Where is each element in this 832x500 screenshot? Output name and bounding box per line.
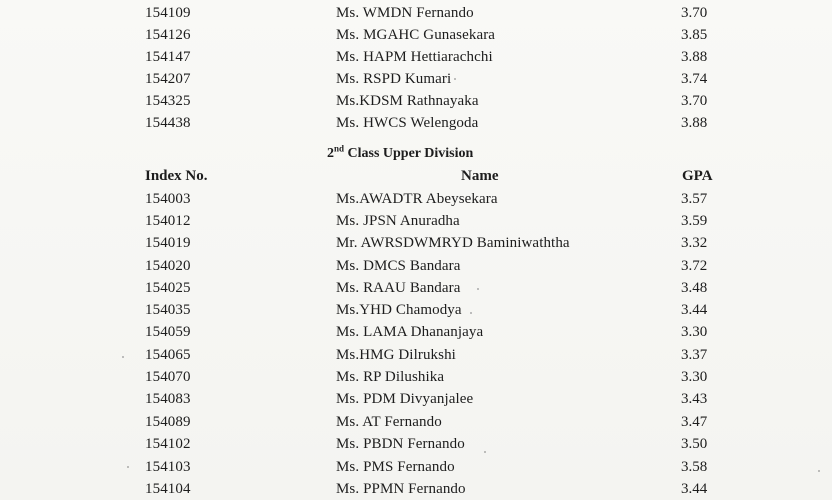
table-row <box>0 210 832 232</box>
student-name: Ms. PMS Fernando <box>336 459 455 475</box>
index-number: 154003 <box>145 191 191 207</box>
index-number: 154126 <box>145 27 191 43</box>
index-number: 154438 <box>145 115 191 131</box>
index-number: 154065 <box>145 347 191 363</box>
gpa-value: 3.74 <box>681 71 708 87</box>
student-name: Ms. RAAU Bandara <box>336 280 461 296</box>
student-name: Ms. JPSN Anuradha <box>336 213 460 229</box>
gpa-value: 3.43 <box>681 391 708 407</box>
gpa-value: 3.70 <box>681 5 708 21</box>
gpa-value: 3.47 <box>681 414 708 430</box>
index-number: 154102 <box>145 436 191 452</box>
gpa-value: 3.48 <box>681 280 708 296</box>
gpa-value: 3.44 <box>681 481 708 497</box>
gpa-value: 3.88 <box>681 49 708 65</box>
gpa-value: 3.59 <box>681 213 708 229</box>
gpa-value: 3.37 <box>681 347 708 363</box>
scan-speck <box>454 78 456 80</box>
table-row <box>0 299 832 321</box>
table-row <box>0 478 832 500</box>
student-name: Ms. MGAHC Gunasekara <box>336 27 496 43</box>
table-row <box>0 112 832 134</box>
student-name: Ms.AWADTR Abeysekara <box>336 191 498 207</box>
student-name: Ms. PDM Divyanjalee <box>336 391 474 407</box>
student-name: Ms. RSPD Kumari <box>336 71 452 87</box>
gpa-value: 3.70 <box>681 93 708 109</box>
index-number: 154035 <box>145 302 191 318</box>
section-title <box>327 143 474 162</box>
index-number: 154207 <box>145 71 191 87</box>
scan-speck <box>470 312 472 314</box>
student-name: Ms. WMDN Fernando <box>336 5 474 21</box>
table-row <box>0 277 832 299</box>
index-number: 154070 <box>145 369 191 385</box>
table-row <box>0 90 832 112</box>
column-header-name: Name <box>461 168 499 184</box>
gpa-value: 3.50 <box>681 436 708 452</box>
student-name: Ms. AT Fernando <box>336 414 442 430</box>
student-name: Ms. HAPM Hettiarachchi <box>336 49 493 65</box>
gpa-value: 3.32 <box>681 235 708 251</box>
gpa-value: 3.30 <box>681 324 708 340</box>
gpa-value: 3.58 <box>681 459 708 475</box>
scan-speck <box>484 451 486 453</box>
scan-speck <box>127 466 129 468</box>
gpa-value: 3.44 <box>681 302 708 318</box>
student-name: Ms.YHD Chamodya <box>336 302 462 318</box>
table-row <box>0 24 832 46</box>
gpa-value: 3.72 <box>681 258 708 274</box>
table-row <box>0 2 832 24</box>
column-header-index: Index No. <box>145 168 208 184</box>
index-number: 154109 <box>145 5 191 21</box>
table-row <box>0 456 832 478</box>
student-name: Ms. HWCS Welengoda <box>336 115 479 131</box>
section-title-ordinal: nd <box>334 143 345 154</box>
table-row <box>0 388 832 410</box>
table-row <box>0 68 832 90</box>
index-number: 154083 <box>145 391 191 407</box>
student-name: Mr. AWRSDWMRYD Baminiwaththa <box>336 235 570 251</box>
scan-speck <box>122 356 124 358</box>
index-number: 154019 <box>145 235 191 251</box>
section-title-text: Class Upper Division <box>344 146 474 161</box>
section-title-number: 2 <box>327 146 334 161</box>
index-number: 154025 <box>145 280 191 296</box>
index-number: 154103 <box>145 459 191 475</box>
index-number: 154104 <box>145 481 191 497</box>
gpa-value: 3.30 <box>681 369 708 385</box>
column-header-gpa: GPA <box>682 168 713 184</box>
student-name: Ms. LAMA Dhananjaya <box>336 324 484 340</box>
table-row <box>0 255 832 277</box>
student-name: Ms.KDSM Rathnayaka <box>336 93 479 109</box>
table-row <box>0 411 832 433</box>
scan-speck <box>818 470 820 472</box>
index-number: 154059 <box>145 324 191 340</box>
gpa-value: 3.85 <box>681 27 708 43</box>
student-name: Ms. PPMN Fernando <box>336 481 466 497</box>
student-name: Ms. RP Dilushika <box>336 369 445 385</box>
table-row <box>0 188 832 210</box>
table-row <box>0 366 832 388</box>
index-number: 154147 <box>145 49 191 65</box>
student-name: Ms.HMG Dilrukshi <box>336 347 456 363</box>
table-row <box>0 344 832 366</box>
student-name: Ms. DMCS Bandara <box>336 258 461 274</box>
gpa-value: 3.88 <box>681 115 708 131</box>
index-number: 154012 <box>145 213 191 229</box>
table-row <box>0 232 832 254</box>
index-number: 154325 <box>145 93 191 109</box>
index-number: 154089 <box>145 414 191 430</box>
index-number: 154020 <box>145 258 191 274</box>
scan-speck <box>477 288 479 290</box>
table-row <box>0 433 832 455</box>
table-row <box>0 321 832 343</box>
table-row <box>0 46 832 68</box>
student-name: Ms. PBDN Fernando <box>336 436 465 452</box>
gpa-value: 3.57 <box>681 191 708 207</box>
